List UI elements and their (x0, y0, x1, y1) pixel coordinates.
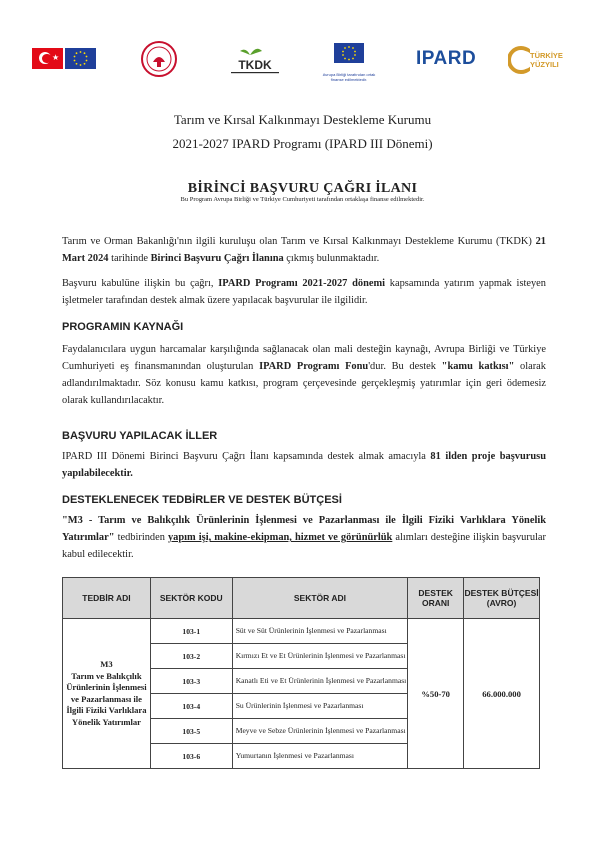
header-oran: DESTEK ORANI (408, 578, 464, 619)
institution-title: Tarım ve Kırsal Kalkınmayı Destekleme Kurumu (173, 112, 432, 127)
ministry-seal-icon (140, 40, 178, 78)
table-header-row (63, 578, 540, 619)
sector-name: Yumurtanın İşlenmesi ve Pazarlanması (232, 744, 408, 769)
measures-paragraph: "M3 - Tarım ve Balıkçılık Ürünlerinin İşlenmesi ve Pazarlanması ile İlgili Fiziki Varlıklara Yönelik Yatırımlar" tedbirinden yapım işi, makine-ekipman, hizmet ve görünürlük alımları desteğine ilişkin başvurular kabul edilecektir. (62, 515, 546, 560)
support-budget: 66.000.000 (464, 619, 540, 769)
sector-code: 103-1 (150, 619, 232, 644)
logo-bar (0, 40, 605, 80)
header-ad: SEKTÖR ADI (232, 578, 408, 619)
ty-line1: TÜRKİYE (530, 51, 563, 60)
support-rate: %50-70 (408, 619, 464, 769)
turkiye-yuzyili-logo (508, 43, 574, 79)
header-kod: SEKTÖR KODU (150, 578, 232, 619)
sector-name: Kanatlı Eti ve Et Ürünlerinin İşlenmesi ve Pazarlanması (232, 669, 408, 694)
source-paragraph: Faydalanıcılara uygun harcamalar karşılığında sağlanacak olan mali desteğin kaynağı, Avrupa Birliği ve Türkiye Cumhuriyeti eş finansmanından oluşturulan IPARD Programı Fonu'dur. Bu destek "kamu katkısı" olarak adlandırılmaktadır. Söz konusu kamu katkısı, program çerçevesinde gerçekleşmiş yatırımlar için geri ödemesiz olarak kullandırılacaktır. (62, 344, 546, 406)
provinces-paragraph: IPARD III Dönemi Birinci Başvuru Çağrı İlanı kapsamında destek almak amacıyla 81 ilden proje başvurusu yapılabilecektir. (62, 451, 546, 479)
sector-code: 103-3 (150, 669, 232, 694)
section-heading-measures: DESTEKLENECEK TEDBİRLER VE DESTEK BÜTÇESİ (62, 494, 342, 506)
budget-table (62, 577, 540, 769)
sector-code: 103-6 (150, 744, 232, 769)
sector-name: Meyve ve Sebze Ürünlerinin İşlenmesi ve Pazarlanması (232, 719, 408, 744)
sector-code: 103-2 (150, 644, 232, 669)
section-heading-provinces: BAŞVURU YAPILACAK İLLER (62, 430, 218, 442)
header-tedbir: TEDBİR ADI (63, 578, 151, 619)
eu-flag-icon (65, 48, 96, 69)
turkey-flag-icon: ★ (32, 48, 63, 69)
eu-caption: Avrupa Birliği tarafından ortak finanse edilmektedir. (322, 72, 376, 82)
tkdk-label: TKDK (238, 58, 272, 72)
sector-code: 103-5 (150, 719, 232, 744)
ipard-logo: IPARD (416, 48, 477, 69)
cofinance-note: Bu Program Avrupa Birliği ve Türkiye Cumhuriyeti tarafından ortaklaşa finanse edilmektedir. (180, 196, 425, 203)
intro-paragraph-2: Başvuru kabulüne ilişkin bu çağrı, IPARD Programı 2021-2027 dönemi kapsamında yatırım yapmak isteyen işletmeler tarafından destek almak üzere yapılacak başvurular ile ilgilidir. (62, 278, 546, 306)
eu-cofinance-logo (320, 43, 378, 82)
sector-name: Su Ürünlerinin İşlenmesi ve Pazarlanması (232, 694, 408, 719)
sector-name: Süt ve Süt Ürünlerinin İşlenmesi ve Pazarlanması (232, 619, 408, 644)
intro-paragraph-1: Tarım ve Orman Bakanlığı'nın ilgili kuruluşu olan Tarım ve Kırsal Kalkınmayı Destekleme Kurumu (TKDK) 21 Mart 2024 tarihinde Birinci Başvuru Çağrı İlanına çıkmış bulunmaktadır. (62, 236, 546, 264)
table-row (63, 619, 540, 644)
call-title: BİRİNCİ BAŞVURU ÇAĞRI İLANI (187, 181, 418, 196)
ty-line2: YÜZYILI (530, 60, 559, 69)
header-butce: DESTEK BÜTÇESİ (AVRO) (464, 578, 540, 619)
sector-code: 103-4 (150, 694, 232, 719)
tkdk-logo (226, 45, 284, 75)
section-heading-source: PROGRAMIN KAYNAĞI (62, 321, 184, 333)
sector-name: Kırmızı Et ve Et Ürünlerinin İşlenmesi ve Pazarlanması (232, 644, 408, 669)
measure-cell: M3 Tarım ve Balıkçılık Ürünlerinin İşlenmesi ve Pazarlanması ile İlgili Fiziki Varlıklara Yönelik Yatırımlar (63, 619, 151, 769)
program-title: 2021-2027 IPARD Programı (IPARD III Dönemi) (172, 136, 433, 151)
